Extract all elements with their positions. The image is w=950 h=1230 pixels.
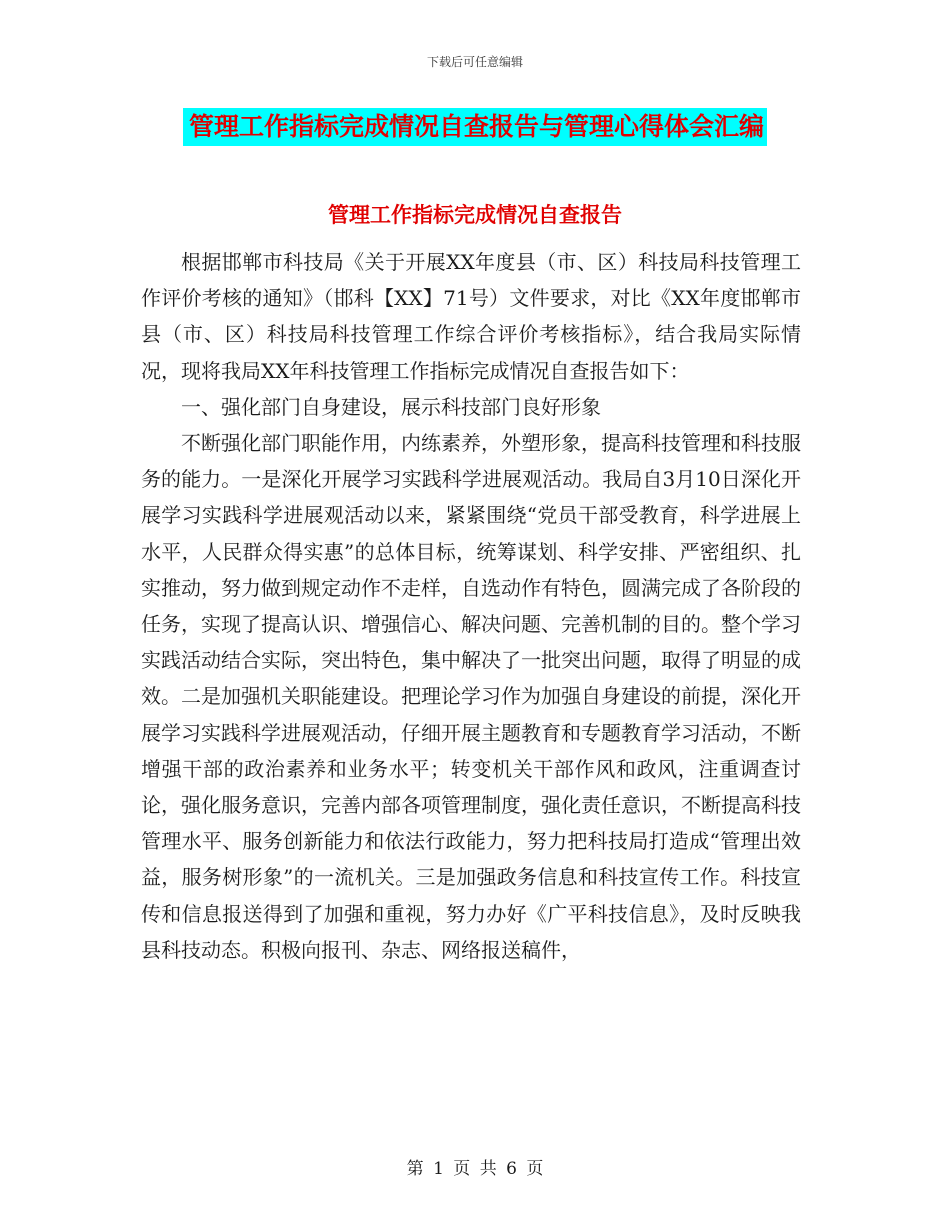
- paragraph-intro: 根据邯郸市科技局《关于开展XX年度县（市、区）科技局科技管理工作评价考核的通知》（邯科【XX】71号）文件要求，对比《XX年度邯郸市县（市、区）科技局科技管理工作综合评价考核指标》，结合我局实际情况，现将我局XX年科技管理工作指标完成情况自查报告如下：: [141, 250, 801, 383]
- document-body: [141, 244, 801, 968]
- page-header-note: 下载后可任意编辑: [426, 55, 523, 69]
- paragraph-body-1: 不断强化部门职能作用，内练素养，外塑形象，提高科技管理和科技服务的能力。一是深化开展学习实践科学进展观活动。我局自3月10日深化开展学习实践科学进展观活动以来，紧紧围绕“党员干部受教育，科学进展上水平，人民群众得实惠”的总体目标，统筹谋划、科学安排、严密组织、扎实推动，努力做到规定动作不走样，自选动作有特色，圆满完成了各阶段的任务，实现了提高认识、增强信心、解决问题、完善机制的目的。整个学习实践活动结合实际，突出特色，集中解决了一批突出问题，取得了明显的成效。二是加强机关职能建设。把理论学习作为加强自身建设的前提，深化开展学习实践科学进展观活动，仔细开展主题教育和专题教育学习活动，不断增强干部的政治素养和业务水平；转变机关干部作风和政风，注重调查讨论，强化服务意识，完善内部各项管理制度，强化责任意识，不断提高科技管理水平、服务创新能力和依法行政能力，努力把科技局打造成“管理出效益，服务树形象”的一流机关。三是加强政务信息和科技宣传工作。科技宣传和信息报送得到了加强和重视，努力办好《广平科技信息》，及时反映我县科技动态。积极向报刊、杂志、网络报送稿件，: [141, 431, 801, 962]
- paragraph-heading-1: 一、强化部门自身建设，展示科技部门良好形象: [181, 394, 601, 419]
- main-title-container: [0, 108, 950, 146]
- main-title: 管理工作指标完成情况自查报告与管理心得体会汇编: [183, 108, 767, 146]
- section-title: 管理工作指标完成情况自查报告: [328, 202, 622, 227]
- page-footer: 第 1 页 共 6 页: [406, 1159, 544, 1179]
